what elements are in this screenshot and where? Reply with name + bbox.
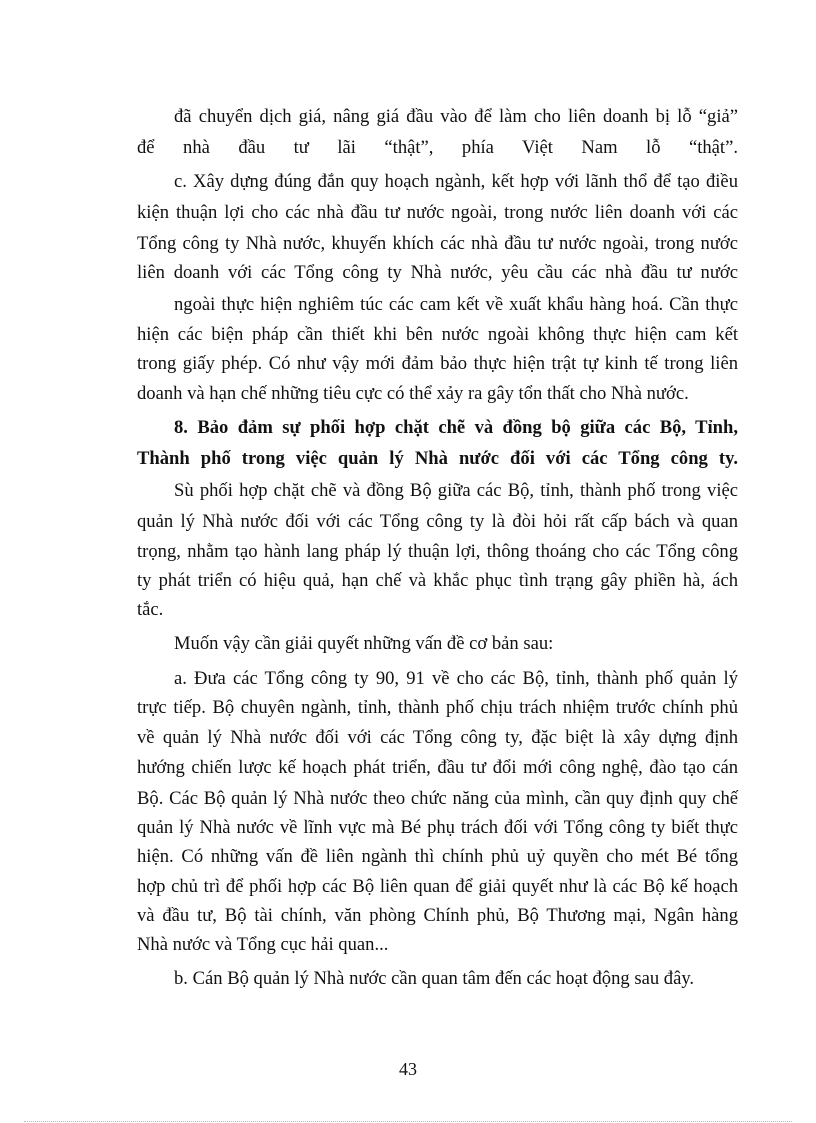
paragraph-line: Bộ. Các Bộ quản lý Nhà nước theo chức năng của mình, cần quy định quy chế [137, 788, 738, 809]
paragraph-line: Sù phối hợp chặt chẽ và đồng Bộ giữa các Bộ, tỉnh, thành phố trong việc [174, 480, 738, 501]
paragraph-line: ngoài thực hiện nghiêm túc các cam kết về xuất khẩu hàng hoá. Cần thực [174, 294, 738, 315]
paragraph-line: kiện thuận lợi cho các nhà đầu tư nước ngoài, trong nước liên doanh với các [137, 202, 738, 223]
paragraph-line: quản lý Nhà nước về lĩnh vực mà Bé phụ trách đối với Tổng công ty biết thực [137, 817, 738, 838]
paragraph-line: ty phát triển có hiệu quả, hạn chế và khắc phục tình trạng gây phiền hà, ách [137, 570, 738, 591]
paragraph-line: và đầu tư, Bộ tài chính, văn phòng Chính phủ, Bộ Thương mại, Ngân hàng [137, 905, 738, 926]
paragraph-line: quản lý Nhà nước đối với các Tổng công ty là đòi hỏi rất cấp bách và quan [137, 511, 738, 532]
paragraph-line: về quản lý Nhà nước đối với các Tổng công ty, đặc biệt là xây dựng định [137, 727, 738, 748]
paragraph-line: trọng, nhằm tạo hành lang pháp lý thuận lợi, thông thoáng cho các Tổng công [137, 541, 738, 562]
paragraph-line: Nhà nước và Tổng cục hải quan... [137, 934, 389, 955]
page-number: 43 [399, 1059, 417, 1079]
paragraph-line: hiện. Có những vấn đề liên ngành thì chính phủ uỷ quyền cho mét Bé tổng [137, 846, 738, 867]
paragraph-line: đã chuyển dịch giá, nâng giá đầu vào để làm cho liên doanh bị lỗ “giả” [174, 106, 738, 127]
section-heading-line: Thành phố trong việc quản lý Nhà nước đối với các Tổng công ty. [137, 448, 738, 469]
paragraph-line: liên doanh với các Tổng công ty Nhà nước, yêu cầu các nhà đầu tư nước [137, 262, 738, 283]
paragraph-line: hiện các biện pháp cần thiết khi bên nước ngoài không thực hiện cam kết [137, 324, 738, 345]
paragraph-line: trong giấy phép. Có như vậy mới đảm bảo thực hiện trật tự kinh tế trong liên [137, 353, 738, 374]
paragraph-line: Tổng công ty Nhà nước, khuyến khích các nhà đầu tư nước ngoài, trong nước [137, 233, 738, 254]
paragraph-line: hợp chủ trì để phối hợp các Bộ liên quan để giải quyết như là các Bộ kế hoạch [137, 876, 738, 897]
section-heading-line: 8. Bảo đảm sự phối hợp chặt chẽ và đồng bộ giữa các Bộ, Tỉnh, [174, 417, 738, 438]
paragraph-line: để nhà đầu tư lãi “thật”, phía Việt Nam lỗ “thật”. [137, 137, 738, 158]
paragraph-line: c. Xây dựng đúng đắn quy hoạch ngành, kết hợp với lãnh thổ để tạo điều [174, 171, 738, 192]
paragraph-line: tắc. [137, 599, 164, 620]
page-bottom-divider [24, 1121, 792, 1122]
paragraph-line: Muốn vậy cần giải quyết những vấn đề cơ bản sau: [174, 633, 554, 654]
paragraph-line: hướng chiến lược kế hoạch phát triển, đầu tư đổi mới công nghệ, đào tạo cán [137, 757, 738, 778]
paragraph-line: doanh và hạn chế những tiêu cực có thể xảy ra gây tổn thất cho Nhà nước. [137, 383, 689, 404]
paragraph-line: a. Đưa các Tổng công ty 90, 91 về cho các Bộ, tỉnh, thành phố quản lý [174, 668, 738, 689]
paragraph-line: b. Cán Bộ quản lý Nhà nước cần quan tâm đến các hoạt động sau đây. [174, 968, 695, 989]
paragraph-line: trực tiếp. Bộ chuyên ngành, tỉnh, thành phố chịu trách nhiệm trước chính phủ [137, 697, 738, 718]
